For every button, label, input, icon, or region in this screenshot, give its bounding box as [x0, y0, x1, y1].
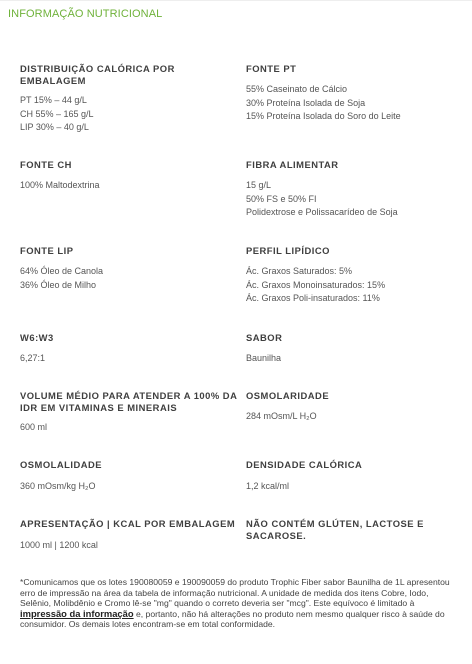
section-values — [246, 480, 466, 494]
value-line: Ác. Graxos Monoinsaturados: 15% — [246, 279, 386, 290]
lot-correction-note — [20, 577, 460, 630]
sabor-section — [246, 332, 466, 366]
section-label: DISTRIBUIÇÃO CALÓRICA POR EMBALAGEM — [20, 63, 175, 86]
section-label: FIBRA ALIMENTAR — [246, 159, 339, 170]
apresentacao-section — [20, 518, 246, 553]
fibra-alimentar-section — [246, 159, 466, 220]
value-line: PT 15% – 44 g/L — [20, 95, 87, 105]
section-label: OSMOLALIDADE — [20, 459, 103, 470]
value-line: 15 g/L — [246, 180, 272, 190]
value-line: 600 ml — [20, 422, 48, 432]
osmolaridade-section — [246, 390, 466, 424]
section-label: W6:W3 — [20, 332, 54, 343]
section-values — [20, 179, 240, 193]
note-text-before: *Comunicamos que os lotes 190080059 e 190090059 do produto Trophic Fiber sabor Baunilha de 1L apresentou erro de impressão na área da tabela de informação nutricional. A unidade de medida dos itens Cobre, Iodo, Selênio, Molibdênio e Cromo lê-se "mg" quando o correto deveria ser "mcg". Este equívoco é limitado à — [20, 577, 450, 608]
distribuicao-calorica-section — [20, 63, 240, 135]
section-values — [20, 480, 240, 494]
section-label: PERFIL LIPÍDICO — [246, 245, 330, 256]
value-line: Polidextrose e Polissacarídeo de Soja — [246, 207, 398, 217]
top-divider — [0, 0, 472, 1]
value-line: 100% Maltodextrina — [20, 180, 100, 190]
section-label: DENSIDADE CALÓRICA — [246, 459, 363, 470]
value-line: Baunilha — [246, 353, 282, 363]
section-label: NÃO CONTÉM GLÚTEN, LACTOSE E SACAROSE. — [246, 518, 424, 541]
section-values — [20, 352, 240, 366]
section-values — [246, 410, 466, 424]
value-line: 30% Proteína Isolada de Soja — [246, 97, 366, 108]
note-text-after: e, portanto, não há alterações no produto nem mesmo qualquer risco à saúde do consumidor. Os demais lotes encontram-se em total conformidade. — [20, 608, 445, 629]
impressao-informacao-link[interactable]: impressão da informação — [20, 607, 134, 619]
fonte-pt-section — [246, 63, 466, 124]
value-line: 1000 ml | 1200 kcal — [20, 540, 98, 550]
section-values — [20, 421, 242, 435]
perfil-lipidico-section — [246, 245, 466, 306]
fonte-ch-section — [20, 159, 240, 193]
section-label: APRESENTAÇÃO | KCAL POR EMBALAGEM — [20, 518, 236, 529]
value-line: Ác. Graxos Poli-insaturados: 11% — [246, 293, 380, 303]
section-values — [246, 265, 466, 306]
section-label: SABOR — [246, 332, 283, 343]
section-label: FONTE CH — [20, 159, 72, 170]
section-label: VOLUME MÉDIO PARA ATENDER A 100% DA IDR EM VITAMINAS E MINERAIS — [20, 390, 237, 413]
section-label: OSMOLARIDADE — [246, 390, 330, 401]
section-label: FONTE PT — [246, 63, 297, 74]
value-line: 6,27:1 — [20, 353, 46, 363]
nao-contem-section — [246, 518, 446, 542]
value-line: 284 mOsm/L H₂O — [246, 411, 317, 421]
value-line: CH 55% – 165 g/L — [20, 108, 94, 119]
section-values — [246, 83, 466, 124]
value-line: 15% Proteína Isolada do Soro do Leite — [246, 111, 401, 121]
value-line: LIP 30% – 40 g/L — [20, 122, 89, 132]
volume-medio-section — [20, 390, 242, 435]
value-line: 360 mOsm/kg H₂O — [20, 481, 96, 491]
fonte-lip-section — [20, 245, 240, 292]
w6w3-section — [20, 332, 240, 366]
densidade-calorica-section — [246, 459, 466, 494]
page-title: INFORMAÇÃO NUTRICIONAL — [8, 8, 163, 20]
section-values — [20, 94, 240, 135]
value-line: 55% Caseinato de Cálcio — [246, 84, 348, 94]
value-line: 64% Óleo de Canola — [20, 266, 104, 276]
value-line: 50% FS e 50% FI — [246, 193, 317, 204]
osmolalidade-section — [20, 459, 240, 494]
section-values — [20, 265, 240, 292]
value-line: Ác. Graxos Saturados: 5% — [246, 266, 353, 276]
section-values — [20, 539, 246, 553]
section-label: FONTE LIP — [20, 245, 74, 256]
value-line: 36% Óleo de Milho — [20, 279, 97, 290]
section-values — [246, 352, 466, 366]
section-values — [246, 179, 466, 220]
value-line: 1,2 kcal/ml — [246, 481, 290, 491]
